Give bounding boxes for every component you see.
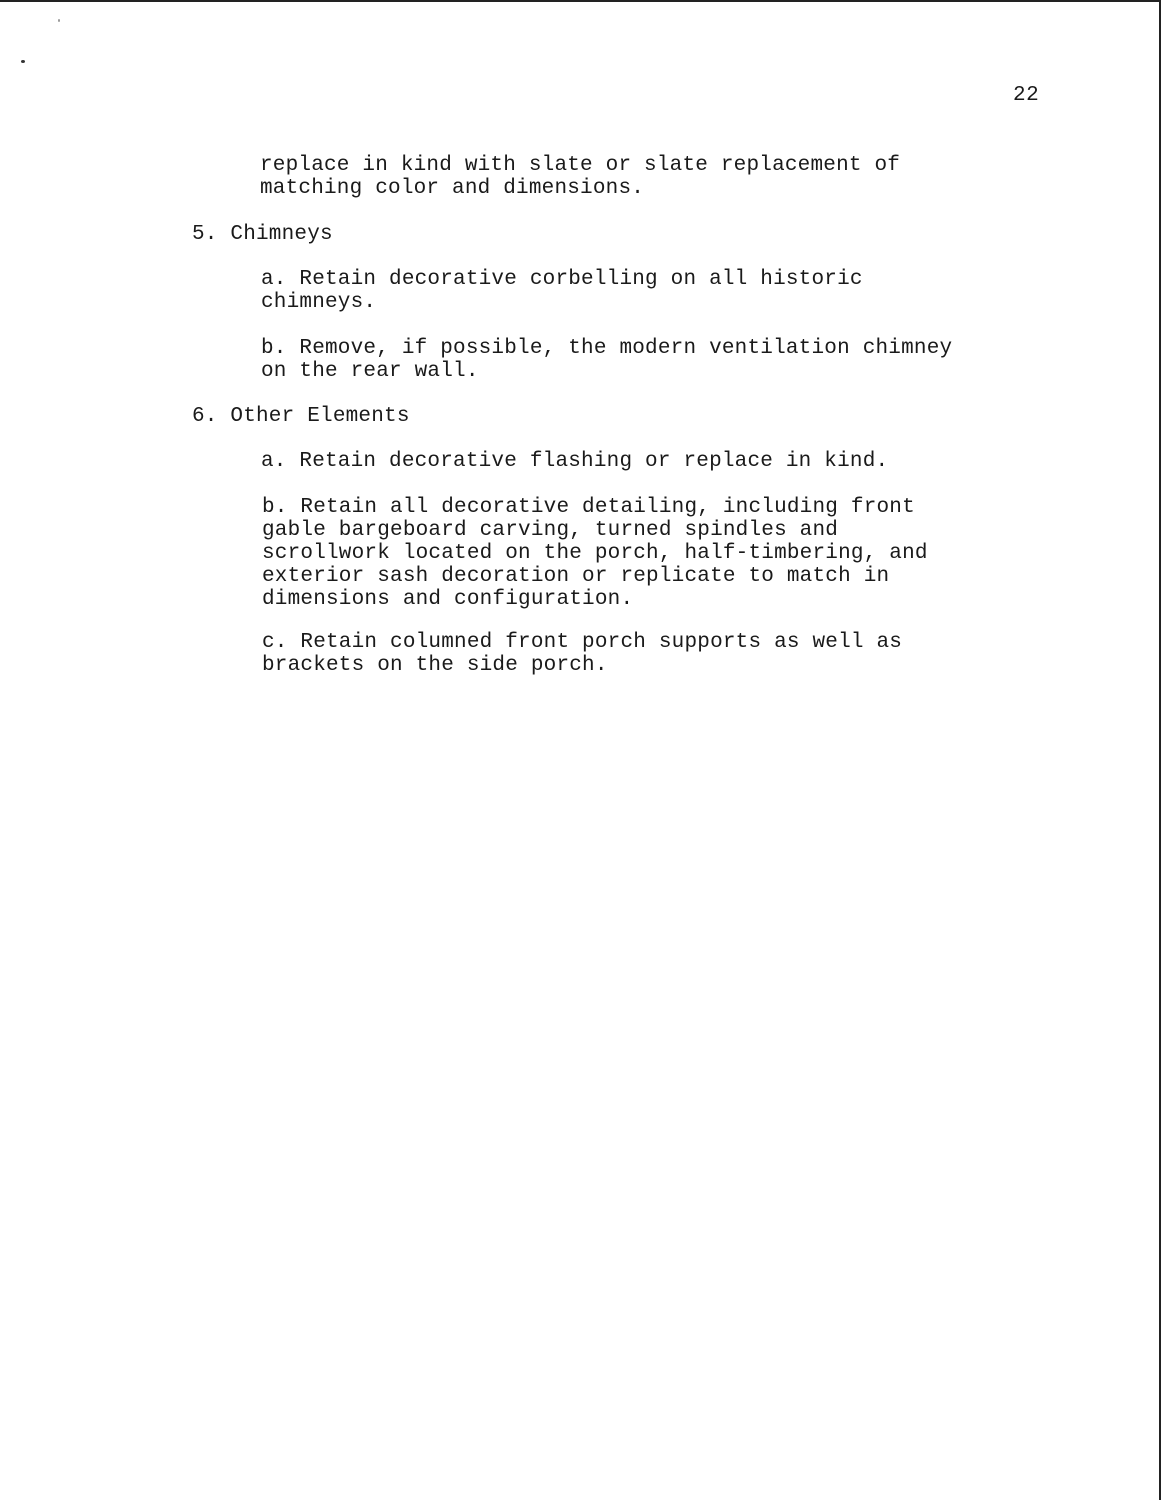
- item-6b: [262, 496, 928, 611]
- item-6c: [262, 631, 902, 677]
- item-5a: [261, 268, 863, 314]
- text-line: c. Retain columned front porch supports as well as: [262, 631, 903, 654]
- item-5b: [261, 337, 952, 383]
- text-line: on the rear wall.: [261, 360, 479, 383]
- text-line: replace in kind with slate or slate replacement of: [260, 154, 901, 177]
- scan-speck: [21, 60, 25, 63]
- text-line: a. Retain decorative corbelling on all historic: [261, 268, 863, 291]
- text-line: gable bargeboard carving, turned spindles and: [262, 519, 839, 542]
- scan-speck: [58, 19, 60, 22]
- text-line: b. Remove, if possible, the modern ventilation chimney: [261, 337, 953, 360]
- item-6a: [261, 450, 888, 473]
- text-line: a. Retain decorative flashing or replace in kind.: [261, 450, 889, 473]
- continuation-paragraph: [260, 154, 900, 200]
- section-heading-other-elements: 6. Other Elements: [192, 405, 410, 428]
- section-heading-chimneys: 5. Chimneys: [192, 223, 333, 246]
- text-line: chimneys.: [261, 291, 377, 314]
- scan-edge-top: [0, 0, 1161, 2]
- text-line: b. Retain all decorative detailing, including front: [262, 496, 915, 519]
- text-line: dimensions and configuration.: [262, 588, 634, 611]
- text-line: exterior sash decoration or replicate to match in: [262, 565, 890, 588]
- text-line: brackets on the side porch.: [262, 654, 608, 677]
- page-number: 22: [1013, 84, 1040, 107]
- text-line: matching color and dimensions.: [260, 177, 645, 200]
- text-line: scrollwork located on the porch, half-timbering, and: [262, 542, 928, 565]
